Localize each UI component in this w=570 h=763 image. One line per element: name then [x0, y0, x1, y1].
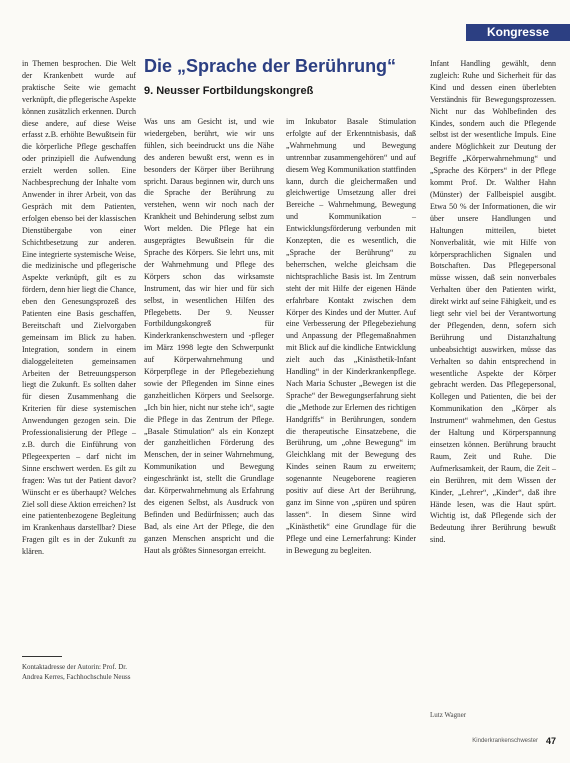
body-column-2-paragraph: im Inkubator Basale Stimulation erfolgte auf der Erkenntnisbasis, daß „Wahrnehmung und Bewegung untrennbar zusammengehören“ und auf diesem Weg Kommunikation stattfinden kann, durch die gleichermaßen und gleichwertige Umsetzung aller drei Bereiche – Wahrnehmung, Bewegung und Kommunikation – Entwicklungsförderung verbunden mit Konzepten, die es wesentlich, die „Sprache der Berührung“ zu beherrschen, welche gleichsam die nichtsprachliche Basis ist. Im Zentrum steht der mit Hilfe der eigenen Hände erfahrbare Kontakt zwischen dem Körper des Kindes und der Mutter. Auf eine Verbesserung der Pflegebeziehung und Anpassung der Pflegemaßnahmen mit Blick auf die kindliche Entwicklung zielt auch das „Kinästhetik-Infant Handling“ in der Kinderkrankenpflege. Nach Maria Schuster „Bewegen ist die Sprache“ der Bewegungserfahrung sieht die „Methode zur Erlernen des richtigen Handgriffs“ in Berührungen, sondern die therapeutische Einsatzebene, die Berührung, um „ohne Bewegung“ im Gleichklang mit der Bewegung des Kindes seinen Raum zu erweitern; sogenannte Neugeborene reagieren positiv auf diese Art der Berührung, ganz im Sinne von „spüren und spüren lassen“. In diesem Sinne wird „Kinästhetik“ eine Grundlage für die Pflege und eine Lernerfahrung: Kinder in Bewegung zu begleiten.	[286, 117, 416, 555]
author-note: Kontaktadresse der Autorin: Prof. Dr. Andrea Kerres, Fachhochschule Neuss	[22, 663, 131, 681]
author-block	[22, 662, 136, 694]
body-column-1	[144, 116, 274, 722]
left-column-text	[22, 58, 136, 557]
magazine-name: Kinderkrankenschwester	[472, 738, 538, 744]
article-subtitle: 9. Neusser Fortbildungskongreß	[144, 85, 314, 97]
body-column-3-paragraph: Infant Handling gewählt, denn zugleich: Ruhe und Sicherheit für das Kind und dessen einen überlebten Verständnis für Bewegungsprozessen. Nicht nur das Wohlbefinden des Kindes, sondern auch die Pflegende selbst ist der wesentliche Impuls. Eine andere Möglichkeit zur Deutung der Begriffe „Körperwahrnehmung“ und „Sprache des Körpers“ in der Pflege kommt Prof. Dr. Walther Hahn (Münster) der Fallbeispiel ausgibt. Etwa 50 % der Informationen, die wir über unsere Handlungen und Haltungen mitteilen, bietet Nonverbalität, wie mit Hilfe von körpersprachlichen Signalen und Botschaften. Das Pflegepersonal müsse wissen, daß sein nonverbales Verhalten über den Patienten wirkt, direkt wirkt auf seine Fähigkeit, und es liegt sehr viel bei der Verantwortung der Pflegenden, denn, sofern sich Berührung und Distanzhaltung unbeabsichtigt auswirken, müsse das Verhalten so dahin entsprechend in wesentliche Aspekte der Körper gebracht werden. Das Pflegepersonal, Kollegen und Patienten, die bei der Kommunikation den „Körper als Instrument“ wahrnehmen, den Gestus der Haltung und Körperspannung einsetzen können. Berührung braucht Raum, Zeit und Ruhe. Die Aufmerksamkeit, der Raum, die Zeit – ein Berühren, mit dem Wissen der Kinder, „Lehrer“, „Kinder“, daß ihre Hände lesen, was die Haut spürt. Wichtig ist, daß Pflegende sich der Bedeutung ihrer Berührung bewußt sind.	[430, 59, 556, 545]
body-column-1-paragraph: Was uns am Gesicht ist, und wie wiedergeben, berührt, wie wir uns fühlen, sich beeindruckt uns die Nähe des anderen bewußt erst, wenn es in besonders der Körper über Berührung spricht. Daraus beginnen wir, durch uns die Sprache der Berührung zu verstehen, wenn wir noch nach der Krankheit und Behinderung selbst zum Wort melden. Die Pflege hat ein ausgeprägtes Bewußtsein für die Sprache des Körpers. Sie lehrt uns, mit der Wahrnehmung und Pflege des Körpers schon das wirksamste Instrument, das wir hier und für sich selbst, in wesentlichen Hilfen des Pflegebetts. Der 9. Neusser Fortbildungskongreß für Kinderkrankenschwestern und -pfleger im März 1998 legte den Schwerpunkt auf Körperwahrnehmung und Körperpflege in der Pflegebeziehung sowie der Pflegenden im Sinne eines ganzheitlichen Körpers und Seelsorge. „Ich bin hier, nicht nur stehe ich“, sagte die Pflege in das Zentrum der Pflege. „Basale Stimulation“ als ein Konzept der ganzheitlichen Förderung des Menschen, der in seiner Wahrnehmung, Kommunikation und Bewegung eingeschränkt ist, stellt die Grundlage dar. Körperwahrnehmung als Erfahrung des eigenen Selbst, als Ausdruck von Befinden und Bedürfnissen; auch das Bad, als eine Art der Pflege, die den ganzen Menschen anspricht und die Haut als größtes Sinnesorgan erreicht.	[144, 117, 274, 555]
page-footer	[440, 737, 556, 747]
body-column-3	[430, 58, 556, 648]
author-separator	[22, 656, 62, 657]
header-rule	[466, 40, 570, 41]
body-column-2	[286, 116, 416, 722]
section-tab: Kongresse	[466, 24, 570, 40]
article-title: Die „Sprache der Berührung“	[144, 56, 397, 76]
left-column-paragraph: in Themen besprochen. Die Welt der Krankenbett wurde auf praktische Seite wie gemacht verknüpft, die pflegerische Aspekte können zusätzlich erkennen. Durch diese andere, auf diese Weise erfasst z.B. erhöhte Bewußtsein für die körperliche Pflege geschaffen oder prinzipiell die Aufwendung erzielt werden sollen. Eine Nachbesprechung der Inhalte vom Anwender in ihrer Arbeit, von das Gespräch mit dem Patienten, erfolgen ebenso bei der klassischen Dienstübergabe von einer Schichtbesetzung zur anderen. Eine integrierte systemische Weise, die medizinische und pflegerische Aspekte verknüpft, gilt es zu fördern, denn hier liegt die Chance, eben den Genesungsprozeß des Patienten eine Basis geschaffen, Bereitschaft und Zielvorgaben gemeinsam im Blick zu haben. Integration, sondern in einem dialoggeleiteten gemeinsamen Arbeiten der Betreuungsperson liegt die Zukunft. Es sollten daher für diesen Zusammenhang die Kriterien für diese systemischen Anwendungen gezogen sein. Die Professionalisierung der Pflege – z.B. durch die Einführung von Pflegeexperten – darf nicht im Sinne erschwert werden. Es gilt zu fragen: Was tut der Patient davor? Wünscht er es überhaupt? Welches Ziel soll diese Aktion erreichen? Ist eine patientenbezogene Begleitung im Krankenhaus darstellbar? Diese Fragen gilt es in der Zukunft zu klären.	[22, 59, 136, 557]
article-signoff: Lutz Wagner	[430, 711, 467, 719]
page-number: 47	[545, 736, 556, 746]
